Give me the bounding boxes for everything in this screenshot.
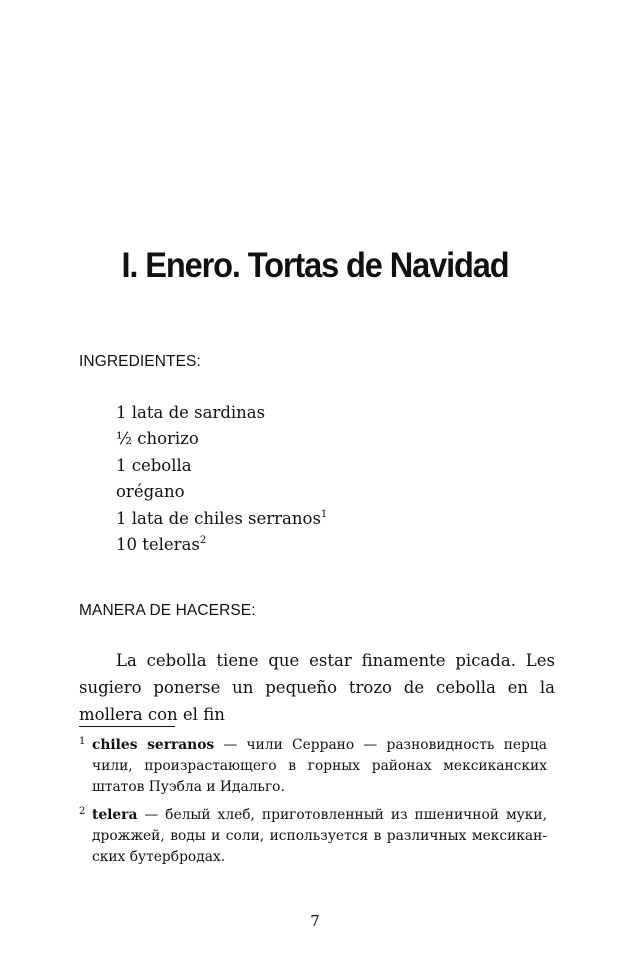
footnote-ref: 2 (199, 534, 207, 546)
ingredient-item: orégano (116, 482, 185, 502)
ingredient-item: ½ chorizo (116, 429, 199, 449)
ingredient-item: 10 teleras$^2$ (116, 534, 207, 554)
footnote-1 (79, 735, 547, 798)
footnote-text: — белый хлеб, приготовленный из пшеничной муки, дрожжей, воды и соли, используется в различных мексиканских бутербродах. (92, 807, 547, 865)
page-number: 7 (310, 912, 320, 930)
footnote-term: telera (92, 807, 138, 823)
ingredient-item: 1 lata de chiles serranos$^1$ (116, 508, 328, 528)
method-label: MANERA DE HACERSE: (79, 602, 256, 619)
ingredient-item: 1 lata de sardinas (116, 403, 266, 422)
footnote-term: chiles serranos (92, 737, 215, 753)
ingredients-list (116, 400, 327, 558)
footnote-number: 1 (79, 736, 86, 747)
chapter-title: I. Enero. Tortas de Navidad (121, 246, 509, 285)
footnote-number: 2 (79, 806, 86, 817)
ingredients-label: INGREDIENTES: (79, 353, 201, 370)
footnote-divider (79, 726, 175, 727)
ingredient-item: 1 cebolla (116, 455, 192, 475)
footnote-ref: 1 (320, 508, 328, 520)
footnote-2 (79, 805, 547, 868)
method-paragraph: La cebolla tiene que estar finamente picada. Les sugiero ponerse un pequeño trozo de cebolla en la mollera con el fin (79, 651, 555, 724)
footnote-text: — чили Серрано — разновидность перца чили, произрастающего в горных районах мексиканских штатов Пуэбла и Идальго. (92, 737, 547, 795)
